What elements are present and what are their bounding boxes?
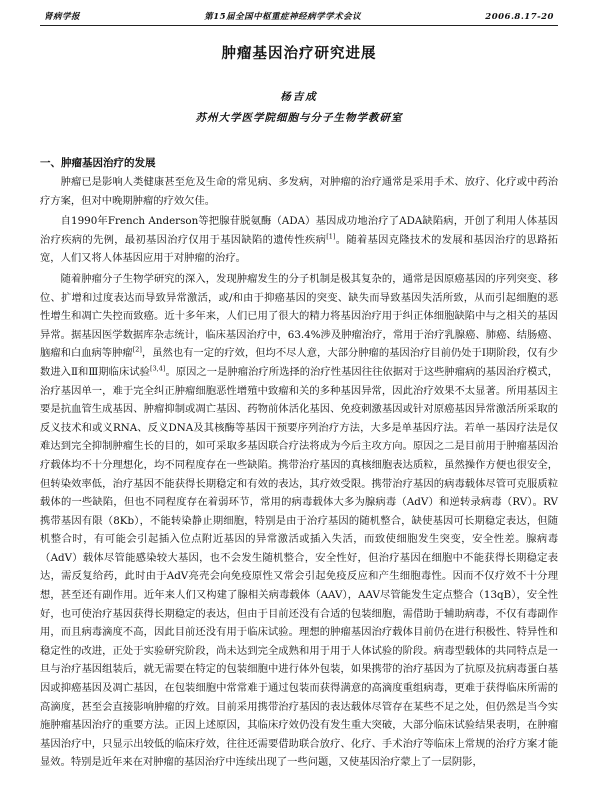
paragraph-text: 肿瘤已是影响人类健康甚至危及生命的常见病、多发病，对肿瘤的治疗通常是采用手术、放疗、化疗或中药治疗方案，但对中晚期肿瘤的疗效欠佳。	[40, 176, 558, 207]
paragraph-text: 随着肿瘤分子生物学研究的深入，发现肿瘤发生的分子机制是极其复杂的，通常是因原癌基因的序列突变、移位、扩增和过度表达而导致异常激活，或/和由于抑癌基因的突变、缺失而导致基因失活所致，从而引起细胞的恶性增生和凋亡失控而致癌。近十多年来，人们已用了很大的精力将基因治疗用于纠正体细胞缺陷中与之相关的基因异常。据基因医学数据库杂志统计，临床基因治疗中，63.4%涉及肿瘤治疗，常用于治疗乳腺癌、肺癌、结肠癌、脑瘤和白血病等肿瘤	[40, 272, 558, 360]
paragraph-text: 。原因之一是肿瘤治疗所选择的治疗性基因往往依据对于这些肿瘤病的基因治疗模式，治疗基因单一，难于完全纠正肿瘤细胞恶性增殖中致瘤和关的多种基因异常，因此治疗效果不太显著。所用基因主要是抗血管生成基因、肿瘤抑制或凋亡基因、药物前体活化基因、免疫刺激基因或针对原癌基因异常激活所采取的反义技术和或义RNA、反义DNA及其核酶等基因干预要序列治疗方法，大多是单基因疗法。若单一基因疗法是仅难达到完全抑制肿瘤生长的目的，如可采取多基因联合疗法将成为今后主攻方向。原因之二是目前用于肿瘤基因治疗载体均不十分理想化，均不同程度存在一些缺陷。携带治疗基因的真核细胞表达质粒，虽然操作方便也很安全，但转染效率低，治疗基因不能获得长期稳定和有效的表达，其疗效受限。携带治疗基因的病毒载体尽管可克服质粒载体的一些缺陷，但也不同程度存在着弱环节，常用的病毒载体大多为腺病毒（AdV）和逆转录病毒（RV）。RV携带基因有限（8Kb），不能转染静止期细胞，特别是由于治疗基因的随机整合，缺使基因可长期稳定表达，但随机整合时，有可能会引起插入位点附近基因的异常激活或插入失活，而致使细胞发生突变，安全性差。腺病毒（AdV）载体尽管能感染较大基因，也不会发生随机整合，安全性好，但治疗基因在细胞中不能获得长期稳定表达，需反复给药，此时由于AdV亮壳会向免疫原性又常会引起免疫反应和产生细胞毒性。因而不仅疗效不十分理想，甚至还有副作用。近年来人们又构建了腺相关病毒载体（AAV），AAV尽管能发生定点整合（13qB），安全性好，也可使治疗基因获得长期稳定的表达，但由于目前还没有合适的包装细胞，需借助于辅助病毒，不仅有毒副作用，而且病毒滴度不高，因此目前还没有用于临床试验。理想的肿瘤基因治疗载体目前仍在进行积极性、特异性和稳定性的改进，正处于实验研究阶段，尚未达到完全成熟和用于用于人体试验的阶段。病毒型载体的共同特点是一旦与治疗基因组装后，就无需要在特定的包装细胞中进行体外包装，如果携带的治疗基因为了抗原及抗病毒蛋白基因或抑癌基因及凋亡基因，在包装细胞中常常难于通过包装而获得满意的高滴度重组病毒，更难于获得临床所需的高滴度，甚至会直接影响肿瘤的疗效。目前采用携带治疗基因的表达载体尽管存在某些不足之处，但仍然是当今实施肿瘤基因治疗的重要方法。正因上述原因，其临床疗效仍没有发生重大突破，大部分临床试验结果表明，在肿瘤基因治疗中，只显示出较低的临床疗效，往往还需要借助联合放疗、化疗、手术治疗等临床上常规的治疗方案才能显效。特别是近年来在对肿瘤的基因治疗中连续出现了一些问题，又使基因治疗蒙上了一层阴影，	[40, 365, 558, 769]
paragraph-2	[40, 212, 558, 268]
citation: [1]	[326, 232, 336, 241]
running-head-conference: 第15届全国中枢重症神经病学学术会议	[204, 12, 362, 22]
paper-title: 肿瘤基因治疗研究进展	[221, 45, 377, 62]
paragraph-1	[40, 173, 558, 210]
running-head	[40, 10, 558, 26]
paragraph-text: 自1990年French Anderson等把腺苷脱氨酶（ADA）基因成功地治疗了ADA缺陷病，开创了利用人体基因治疗疾病的先例，最初基因治疗仅用于基因缺陷的遗传性疾病	[40, 215, 558, 246]
paragraph-3	[40, 270, 558, 772]
running-head-journal: 肾病学报	[44, 12, 81, 22]
author-name: 杨吉成	[280, 91, 318, 103]
section-heading: 一、肿瘤基因治疗的发展	[40, 157, 156, 169]
citation: [2]	[132, 345, 142, 354]
citation: [3,4]	[149, 364, 166, 373]
running-head-date: 2006.8.17-20	[485, 12, 554, 22]
paragraph-text: 。随着基因克隆技术的发展和基因治疗的思路拓宽，人们又将人体基因应用于对肿瘤的治疗。	[40, 233, 559, 265]
author-affiliation: 苏州大学医学院细胞与分子生物学教研室	[195, 112, 403, 124]
paragraph-text: ，虽然也有一定的疗效，但均不尽人意，大部分肿瘤的基因治疗目前仍处于Ⅰ期阶段，仅有少数进入Ⅱ和Ⅲ期临床试验	[40, 347, 558, 378]
